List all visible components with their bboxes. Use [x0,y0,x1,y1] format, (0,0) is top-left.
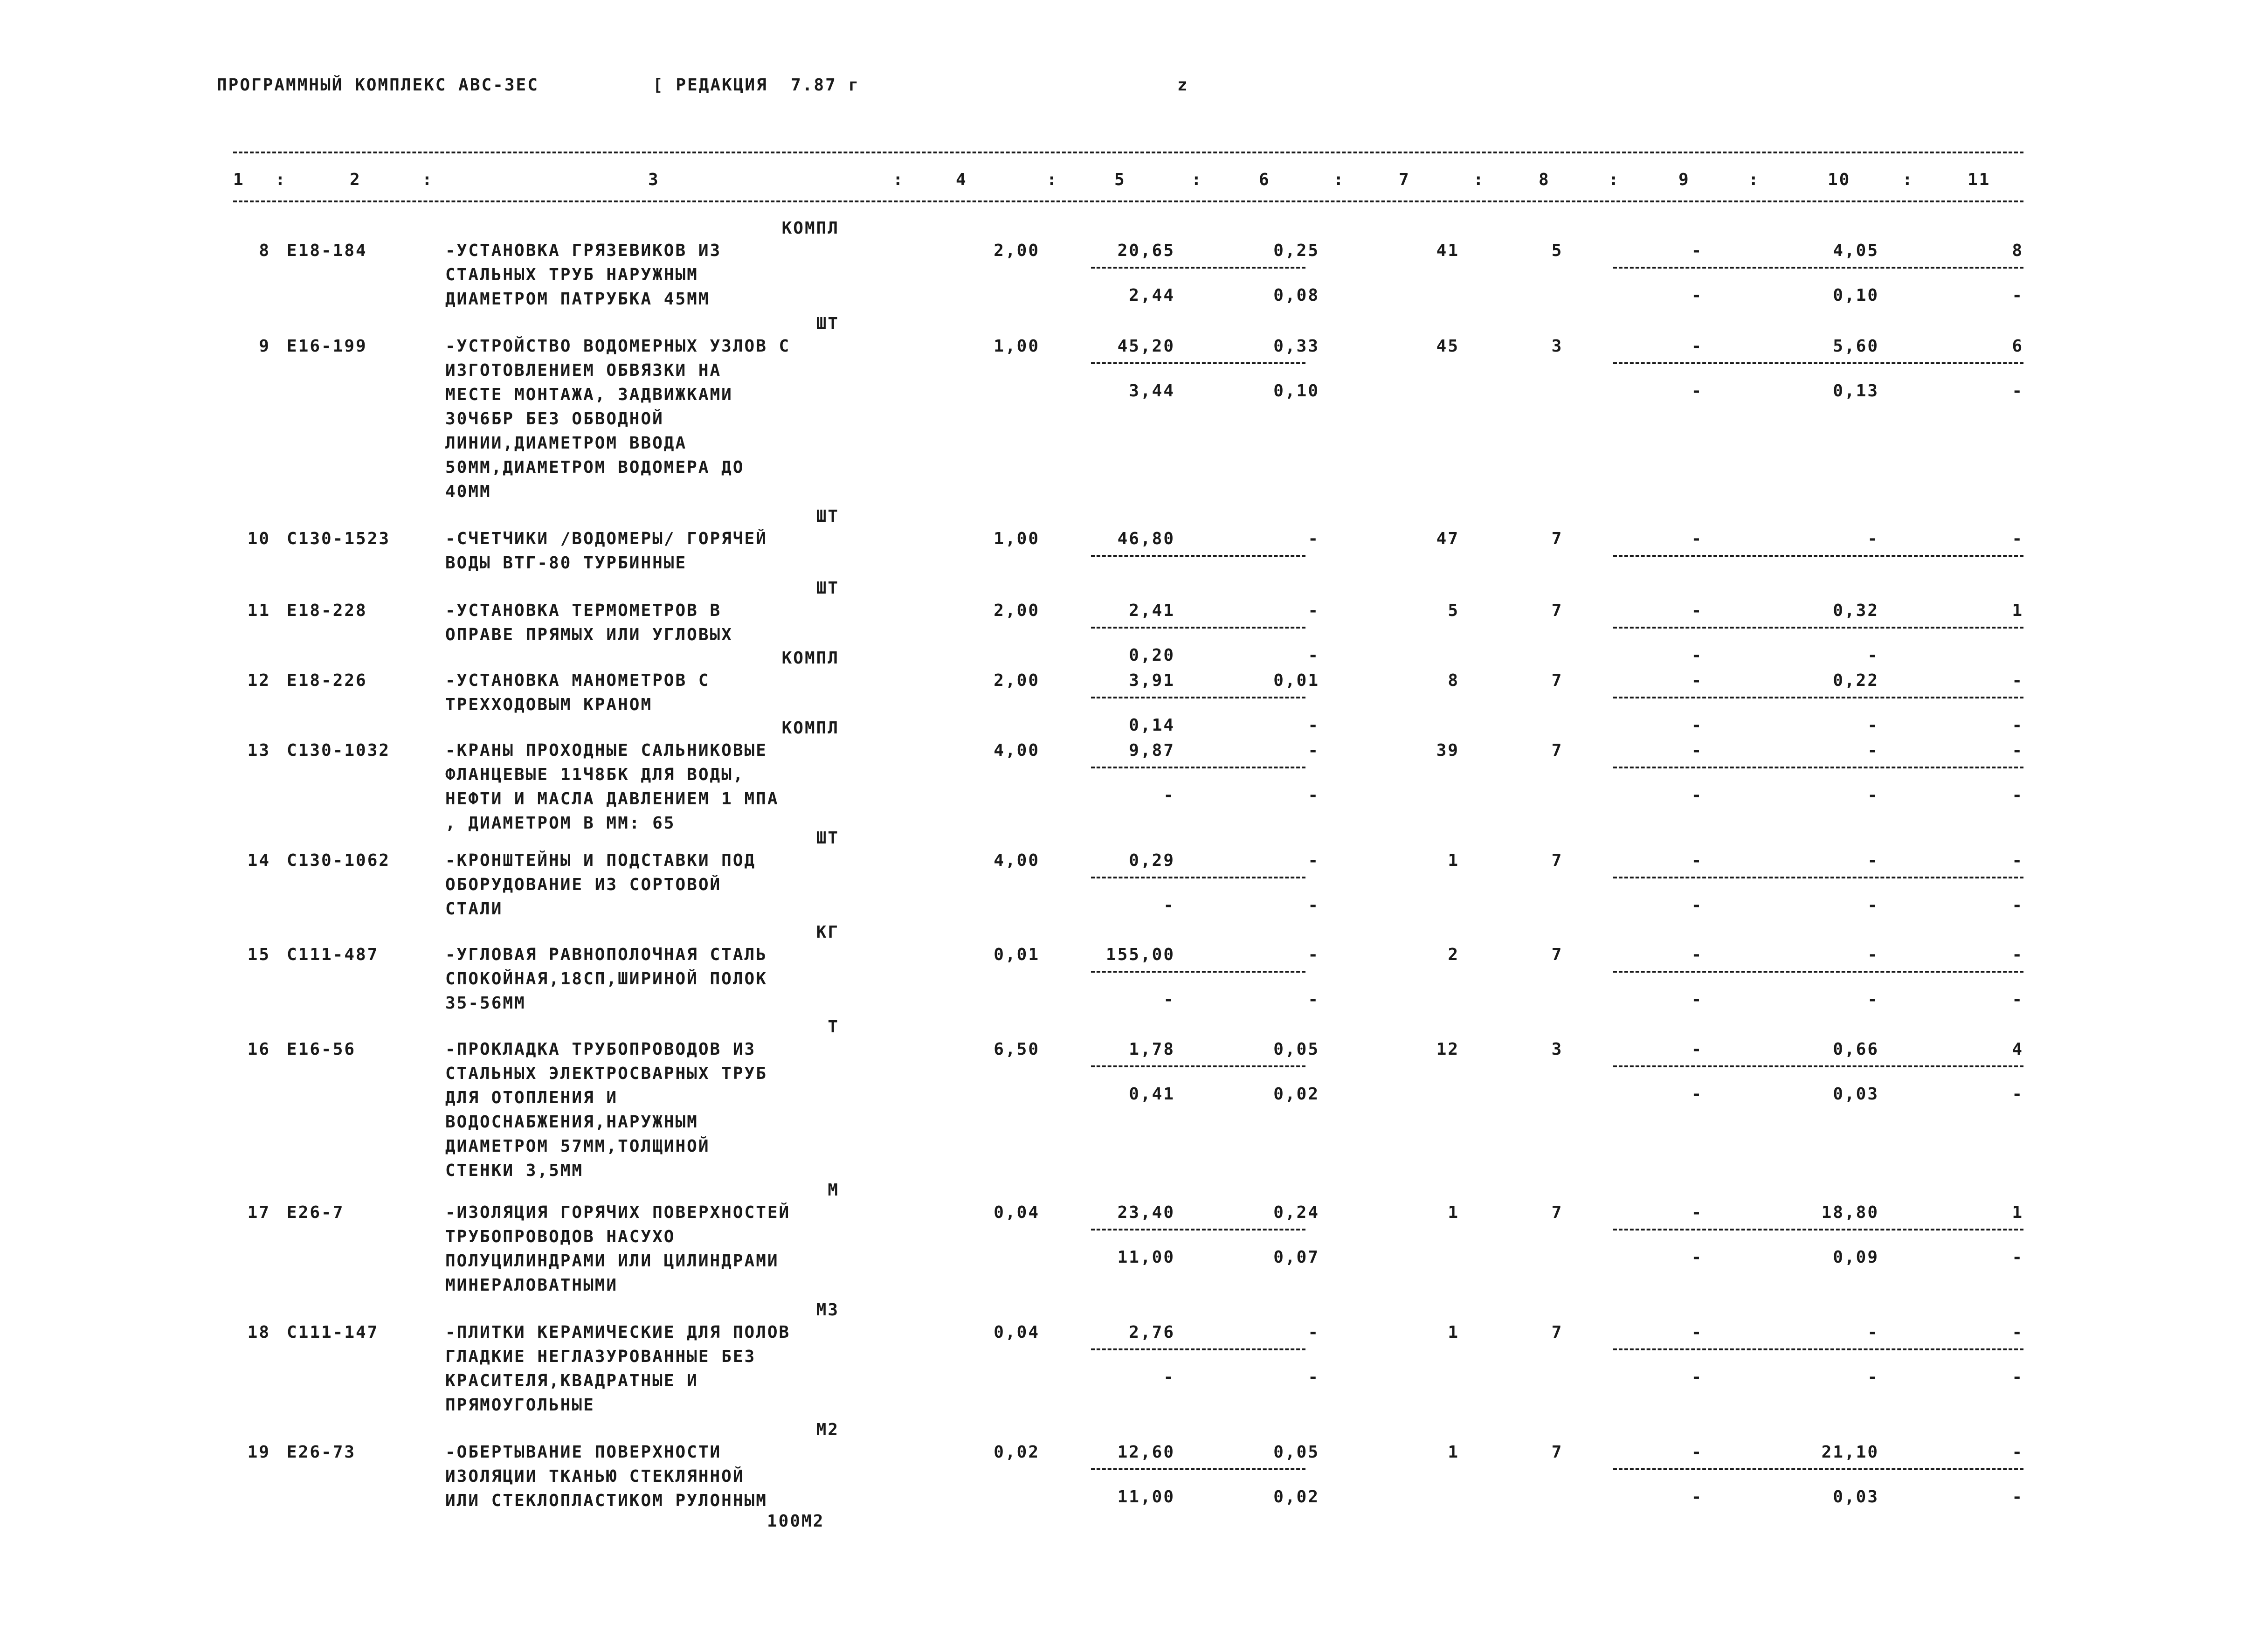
row-wage-sub: - [1308,896,1319,915]
row-col11-top: - [2012,741,2023,760]
row-unit: Т [828,1017,839,1037]
column-separator: : [1333,170,1345,189]
row-description [445,1037,888,1183]
row-unit: М2 [816,1420,839,1439]
row-quantity: 0,04 [994,1203,1040,1222]
row-col10-top: - [1867,529,1879,548]
row-price-sub: - [1163,786,1175,805]
column-separator: : [1047,170,1058,189]
row-col8: 3 [1551,337,1563,356]
description-line: -КРАНЫ ПРОХОДНЫЕ САЛЬНИКОВЫЕ [445,741,767,760]
row-col9-top: - [1691,529,1703,548]
cell-divider [1091,1229,1305,1230]
description-line: -КРОНШТЕЙНЫ И ПОДСТАВКИ ПОД [445,851,756,870]
header-rule-top [233,152,2023,153]
row-col9-sub: - [1691,716,1703,735]
row-price-sub: - [1163,1368,1175,1387]
row-code: Е18-228 [287,601,367,620]
row-quantity: 1,00 [994,529,1040,548]
row-number: 12 [247,671,270,690]
row-wage-sub: - [1308,1368,1319,1387]
row-col11-top: - [2012,945,2023,964]
column-separator: : [422,170,434,189]
row-price: 45,20 [1117,337,1175,356]
row-price: 3,91 [1129,671,1175,690]
row-total: 2 [1448,945,1459,964]
row-quantity: 2,00 [994,601,1040,620]
footer-unit: 100М2 [767,1512,825,1531]
row-price: 9,87 [1129,741,1175,760]
description-line: НЕФТИ И МАСЛА ДАВЛЕНИЕМ 1 МПА [445,789,779,809]
column-separator: : [1473,170,1485,189]
row-col10-top: - [1867,1323,1879,1342]
row-col11-sub: - [2012,896,2023,915]
row-code: С130-1032 [287,741,391,760]
description-line: -ОБЕРТЫВАНИЕ ПОВЕРХНОСТИ [445,1443,722,1462]
row-col10-sub: - [1867,990,1879,1009]
row-col11-top: - [2012,529,2023,548]
description-line: СТАЛИ [445,899,503,919]
row-price-sub: 0,20 [1129,646,1175,665]
row-wage-sub: - [1308,646,1319,665]
description-line: -ПЛИТКИ КЕРАМИЧЕСКИЕ ДЛЯ ПОЛОВ [445,1323,791,1342]
description-line: -УСТРОЙСТВО ВОДОМЕРНЫХ УЗЛОВ С [445,337,791,356]
row-price-sub: 0,41 [1129,1085,1175,1104]
row-wage-sub: 0,07 [1273,1248,1319,1267]
column-separator: : [1191,170,1203,189]
row-unit: ШТ [816,579,839,598]
row-code: С130-1062 [287,851,391,870]
row-col10-top: 0,32 [1833,601,1879,620]
row-number: 19 [247,1443,270,1462]
row-unit: ШТ [816,507,839,526]
column-separator: : [893,170,905,189]
row-col10-sub: - [1867,716,1879,735]
column-header-5: 5 [1114,170,1126,189]
row-wage-sub: 0,08 [1273,286,1319,305]
row-col11-sub: - [2012,786,2023,805]
row-col10-sub: - [1867,786,1879,805]
row-unit: КОМПЛ [781,219,839,238]
cell-divider [1091,971,1305,973]
row-unit: ШТ [816,314,839,333]
row-quantity: 4,00 [994,741,1040,760]
row-code: Е26-7 [287,1203,345,1222]
description-line: ВОДЫ ВТГ-80 ТУРБИННЫЕ [445,553,687,573]
row-col11-top: 1 [2012,1203,2023,1222]
row-wage-sub: - [1308,716,1319,735]
description-line: ОПРАВЕ ПРЯМЫХ ИЛИ УГЛОВЫХ [445,625,733,644]
row-wage: 0,05 [1273,1040,1319,1059]
row-price: 12,60 [1117,1443,1175,1462]
row-col8: 7 [1551,945,1563,964]
description-line: 35-56ММ [445,994,526,1013]
cell-divider [1091,697,1305,698]
row-col9-top: - [1691,1040,1703,1059]
row-total: 41 [1436,241,1459,260]
row-unit: КОМПЛ [781,649,839,668]
row-col10-top: 4,05 [1833,241,1879,260]
description-line: -ПРОКЛАДКА ТРУБОПРОВОДОВ ИЗ [445,1040,756,1059]
row-col8: 7 [1551,1203,1563,1222]
row-wage: - [1308,601,1319,620]
row-description [445,599,888,647]
row-code: С130-1523 [287,529,391,548]
row-total: 8 [1448,671,1459,690]
row-price: 2,76 [1129,1323,1175,1342]
row-wage-sub: - [1308,786,1319,805]
row-col11-top: 1 [2012,601,2023,620]
row-col11-top: 4 [2012,1040,2023,1059]
description-line: -УСТАНОВКА ГРЯЗЕВИКОВ ИЗ [445,241,722,260]
description-line: -УГЛОВАЯ РАВНОПОЛОЧНАЯ СТАЛЬ [445,945,767,964]
row-quantity: 6,50 [994,1040,1040,1059]
row-col10-sub: 0,03 [1833,1487,1879,1507]
row-col9-sub: - [1691,286,1703,305]
row-code: Е18-184 [287,241,367,260]
row-description [445,739,888,836]
row-wage: 0,33 [1273,337,1319,356]
column-header-1: 1 [233,170,245,189]
row-total: 1 [1448,851,1459,870]
row-col10-top: 0,22 [1833,671,1879,690]
description-line: -УСТАНОВКА ТЕРМОМЕТРОВ В [445,601,722,620]
column-header-6: 6 [1259,170,1271,189]
row-col9-sub: - [1691,896,1703,915]
column-header-4: 4 [956,170,967,189]
column-separator: : [1748,170,1760,189]
description-line: СПОКОЙНАЯ,18СП,ШИРИНОЙ ПОЛОК [445,969,767,988]
row-col9-top: - [1691,671,1703,690]
page-number: z [1177,76,1189,95]
row-total: 5 [1448,601,1459,620]
row-col9-sub: - [1691,1085,1703,1104]
row-col9-sub: - [1691,786,1703,805]
description-line: ВОДОСНАБЖЕНИЯ,НАРУЖНЫМ [445,1113,698,1132]
row-total: 45 [1436,337,1459,356]
row-quantity: 0,04 [994,1323,1040,1342]
row-col10-top: - [1867,851,1879,870]
row-col10-top: - [1867,945,1879,964]
cell-divider [1091,1065,1305,1067]
row-col11-top: - [2012,1323,2023,1342]
row-number: 16 [247,1040,270,1059]
row-price-sub: 0,14 [1129,716,1175,735]
description-line: ПРЯМОУГОЛЬНЫЕ [445,1396,595,1415]
row-wage-sub: 0,02 [1273,1487,1319,1507]
row-number: 9 [259,337,270,356]
row-price: 0,29 [1129,851,1175,870]
cell-divider [1613,362,2023,364]
row-total: 1 [1448,1203,1459,1222]
column-separator: : [1902,170,1914,189]
row-wage-sub: 0,10 [1273,381,1319,401]
row-wage: - [1308,851,1319,870]
row-description [445,334,888,504]
row-col10-sub: - [1867,1368,1879,1387]
row-col10-sub: 0,03 [1833,1085,1879,1104]
row-col10-top: 5,60 [1833,337,1879,356]
row-col11-top: - [2012,671,2023,690]
description-line: -СЧЕТЧИКИ /ВОДОМЕРЫ/ ГОРЯЧЕЙ [445,529,767,548]
row-price: 46,80 [1117,529,1175,548]
cell-divider [1613,627,2023,629]
row-col8: 7 [1551,741,1563,760]
row-col8: 7 [1551,671,1563,690]
row-col11-sub: - [2012,1085,2023,1104]
row-description [445,239,888,311]
row-wage: 0,25 [1273,241,1319,260]
cell-divider [1091,362,1305,364]
row-number: 14 [247,851,270,870]
column-header-10: 10 [1828,170,1851,189]
row-code: Е18-226 [287,671,367,690]
cell-divider [1613,697,2023,698]
row-number: 11 [247,601,270,620]
row-col9-sub: - [1691,990,1703,1009]
row-number: 17 [247,1203,270,1222]
row-price-sub: - [1163,896,1175,915]
row-col10-sub: 0,10 [1833,286,1879,305]
row-col8: 5 [1551,241,1563,260]
row-quantity: 1,00 [994,337,1040,356]
row-description [445,1440,888,1513]
row-unit: ШТ [816,829,839,848]
row-total: 12 [1436,1040,1459,1059]
cell-divider [1613,767,2023,768]
row-quantity: 0,02 [994,1443,1040,1462]
row-number: 13 [247,741,270,760]
row-col9-top: - [1691,241,1703,260]
description-line: 40ММ [445,482,491,501]
description-line: КРАСИТЕЛЯ,КВАДРАТНЫЕ И [445,1371,698,1390]
row-col11-sub: - [2012,716,2023,735]
row-price: 23,40 [1117,1203,1175,1222]
row-description [445,669,888,717]
row-col9-top: - [1691,741,1703,760]
row-number: 8 [259,241,270,260]
row-quantity: 2,00 [994,241,1040,260]
cell-divider [1091,1468,1305,1470]
row-description [445,1201,888,1298]
cell-divider [1091,555,1305,557]
column-header-3: 3 [648,170,660,189]
description-line: ПОЛУЦИЛИНДРАМИ ИЛИ ЦИЛИНДРАМИ [445,1251,779,1271]
row-unit: М3 [816,1300,839,1320]
row-code: Е16-199 [287,337,367,356]
row-col8: 7 [1551,601,1563,620]
header-rule-bottom [233,200,2023,202]
description-line: 30Ч6БР БЕЗ ОБВОДНОЙ [445,409,664,429]
cell-divider [1091,767,1305,768]
description-line: ТРЕХХОДОВЫМ КРАНОМ [445,695,653,714]
row-col10-top: 21,10 [1821,1443,1879,1462]
row-unit: М [828,1181,839,1200]
row-col11-sub: - [2012,286,2023,305]
row-col10-sub: - [1867,646,1879,665]
description-line: , ДИАМЕТРОМ В ММ: 65 [445,814,676,833]
description-line: 50ММ,ДИАМЕТРОМ ВОДОМЕРА ДО [445,458,745,477]
cell-divider [1091,1348,1305,1350]
row-col10-top: 18,80 [1821,1203,1879,1222]
row-col11-sub: - [2012,1248,2023,1267]
row-total: 1 [1448,1323,1459,1342]
row-wage: 0,01 [1273,671,1319,690]
row-price-sub: 2,44 [1129,286,1175,305]
row-quantity: 0,01 [994,945,1040,964]
row-wage: - [1308,529,1319,548]
row-number: 10 [247,529,270,548]
column-header-11: 11 [1968,170,1991,189]
row-wage: 0,05 [1273,1443,1319,1462]
row-total: 1 [1448,1443,1459,1462]
description-line: ИЛИ СТЕКЛОПЛАСТИКОМ РУЛОННЫМ [445,1491,767,1510]
description-line: МЕСТЕ МОНТАЖА, ЗАДВИЖКАМИ [445,385,733,404]
cell-divider [1091,627,1305,629]
row-price-sub: 11,00 [1117,1248,1175,1267]
cell-divider [1613,1348,2023,1350]
row-col10-sub: 0,13 [1833,381,1879,401]
row-number: 18 [247,1323,270,1342]
description-line: СТАЛЬНЫХ ЭЛЕКТРОСВАРНЫХ ТРУБ [445,1064,767,1083]
column-separator: : [275,170,287,189]
row-col8: 7 [1551,1443,1563,1462]
row-col11-sub: - [2012,381,2023,401]
row-col11-sub: - [2012,1368,2023,1387]
description-line: ЛИНИИ,ДИАМЕТРОМ ВВОДА [445,434,687,453]
cell-divider [1613,267,2023,269]
row-col10-top: - [1867,741,1879,760]
description-line: ДИАМЕТРОМ 57ММ,ТОЛЩИНОЙ [445,1137,710,1156]
cell-divider [1613,1468,2023,1470]
row-wage: - [1308,945,1319,964]
row-wage: 0,24 [1273,1203,1319,1222]
row-quantity: 4,00 [994,851,1040,870]
description-line: ДИАМЕТРОМ ПАТРУБКА 45ММ [445,290,710,309]
description-line: ТРУБОПРОВОДОВ НАСУХО [445,1227,676,1246]
cell-divider [1091,267,1305,269]
row-price: 20,65 [1117,241,1175,260]
row-quantity: 2,00 [994,671,1040,690]
row-col11-sub: - [2012,990,2023,1009]
row-col8: 7 [1551,1323,1563,1342]
row-col9-sub: - [1691,646,1703,665]
row-col9-top: - [1691,337,1703,356]
description-line: ИЗГОТОВЛЕНИЕМ ОБВЯЗКИ НА [445,361,722,380]
column-header-9: 9 [1678,170,1690,189]
row-total: 39 [1436,741,1459,760]
row-col8: 3 [1551,1040,1563,1059]
row-col9-top: - [1691,1323,1703,1342]
description-line: -УСТАНОВКА МАНОМЕТРОВ С [445,671,710,690]
row-description [445,1320,888,1417]
row-col9-top: - [1691,1203,1703,1222]
cell-divider [1613,877,2023,878]
row-total: 47 [1436,529,1459,548]
row-unit: КГ [816,923,839,942]
row-price: 1,78 [1129,1040,1175,1059]
row-price-sub: 11,00 [1117,1487,1175,1507]
description-line: ОБОРУДОВАНИЕ ИЗ СОРТОВОЙ [445,875,722,894]
cell-divider [1091,877,1305,878]
row-code: С111-147 [287,1323,379,1342]
row-col9-sub: - [1691,381,1703,401]
row-col8: 7 [1551,529,1563,548]
edition-label: [ РЕДАКЦИЯ 7.87 г [653,76,860,95]
description-line: СТЕНКИ 3,5ММ [445,1161,584,1180]
description-line: -ИЗОЛЯЦИЯ ГОРЯЧИХ ПОВЕРХНОСТЕЙ [445,1203,791,1222]
page-title: ПРОГРАММНЫЙ КОМПЛЕКС АВС-3ЕС [217,76,539,95]
row-col9-top: - [1691,1443,1703,1462]
row-col9-sub: - [1691,1487,1703,1507]
row-number: 15 [247,945,270,964]
row-price: 2,41 [1129,601,1175,620]
row-wage: - [1308,741,1319,760]
column-header-2: 2 [350,170,361,189]
row-col9-sub: - [1691,1248,1703,1267]
description-line: МИНЕРАЛОВАТНЫМИ [445,1276,618,1295]
row-description [445,527,888,575]
row-price: 155,00 [1105,945,1175,964]
cell-divider [1613,1065,2023,1067]
row-col9-sub: - [1691,1368,1703,1387]
row-col11-top: - [2012,1443,2023,1462]
row-price-sub: 3,44 [1129,381,1175,401]
description-line: СТАЛЬНЫХ ТРУБ НАРУЖНЫМ [445,265,698,284]
row-col10-top: 0,66 [1833,1040,1879,1059]
column-separator: : [1609,170,1620,189]
column-header-7: 7 [1399,170,1410,189]
row-wage-sub: - [1308,990,1319,1009]
row-code: Е26-73 [287,1443,356,1462]
row-col11-top: - [2012,851,2023,870]
row-unit: КОМПЛ [781,719,839,738]
row-col11-sub: - [2012,1487,2023,1507]
row-col9-top: - [1691,945,1703,964]
row-col10-sub: - [1867,896,1879,915]
cell-divider [1613,971,2023,973]
description-line: ИЗОЛЯЦИИ ТКАНЬЮ СТЕКЛЯННОЙ [445,1467,745,1486]
row-col9-top: - [1691,601,1703,620]
row-price-sub: - [1163,990,1175,1009]
row-col10-sub: 0,09 [1833,1248,1879,1267]
column-header-8: 8 [1539,170,1550,189]
description-line: ДЛЯ ОТОПЛЕНИЯ И [445,1088,618,1107]
row-code: С111-487 [287,945,379,964]
row-description [445,943,888,1016]
row-description [445,849,888,921]
row-code: Е16-56 [287,1040,356,1059]
description-line: ФЛАНЦЕВЫЕ 11Ч8БК ДЛЯ ВОДЫ, [445,765,745,784]
cell-divider [1613,555,2023,557]
row-col9-top: - [1691,851,1703,870]
row-col11-top: 6 [2012,337,2023,356]
row-col11-top: 8 [2012,241,2023,260]
row-wage-sub: 0,02 [1273,1085,1319,1104]
row-col8: 7 [1551,851,1563,870]
description-line: ГЛАДКИЕ НЕГЛАЗУРОВАННЫЕ БЕЗ [445,1347,756,1366]
row-wage: - [1308,1323,1319,1342]
cell-divider [1613,1229,2023,1230]
